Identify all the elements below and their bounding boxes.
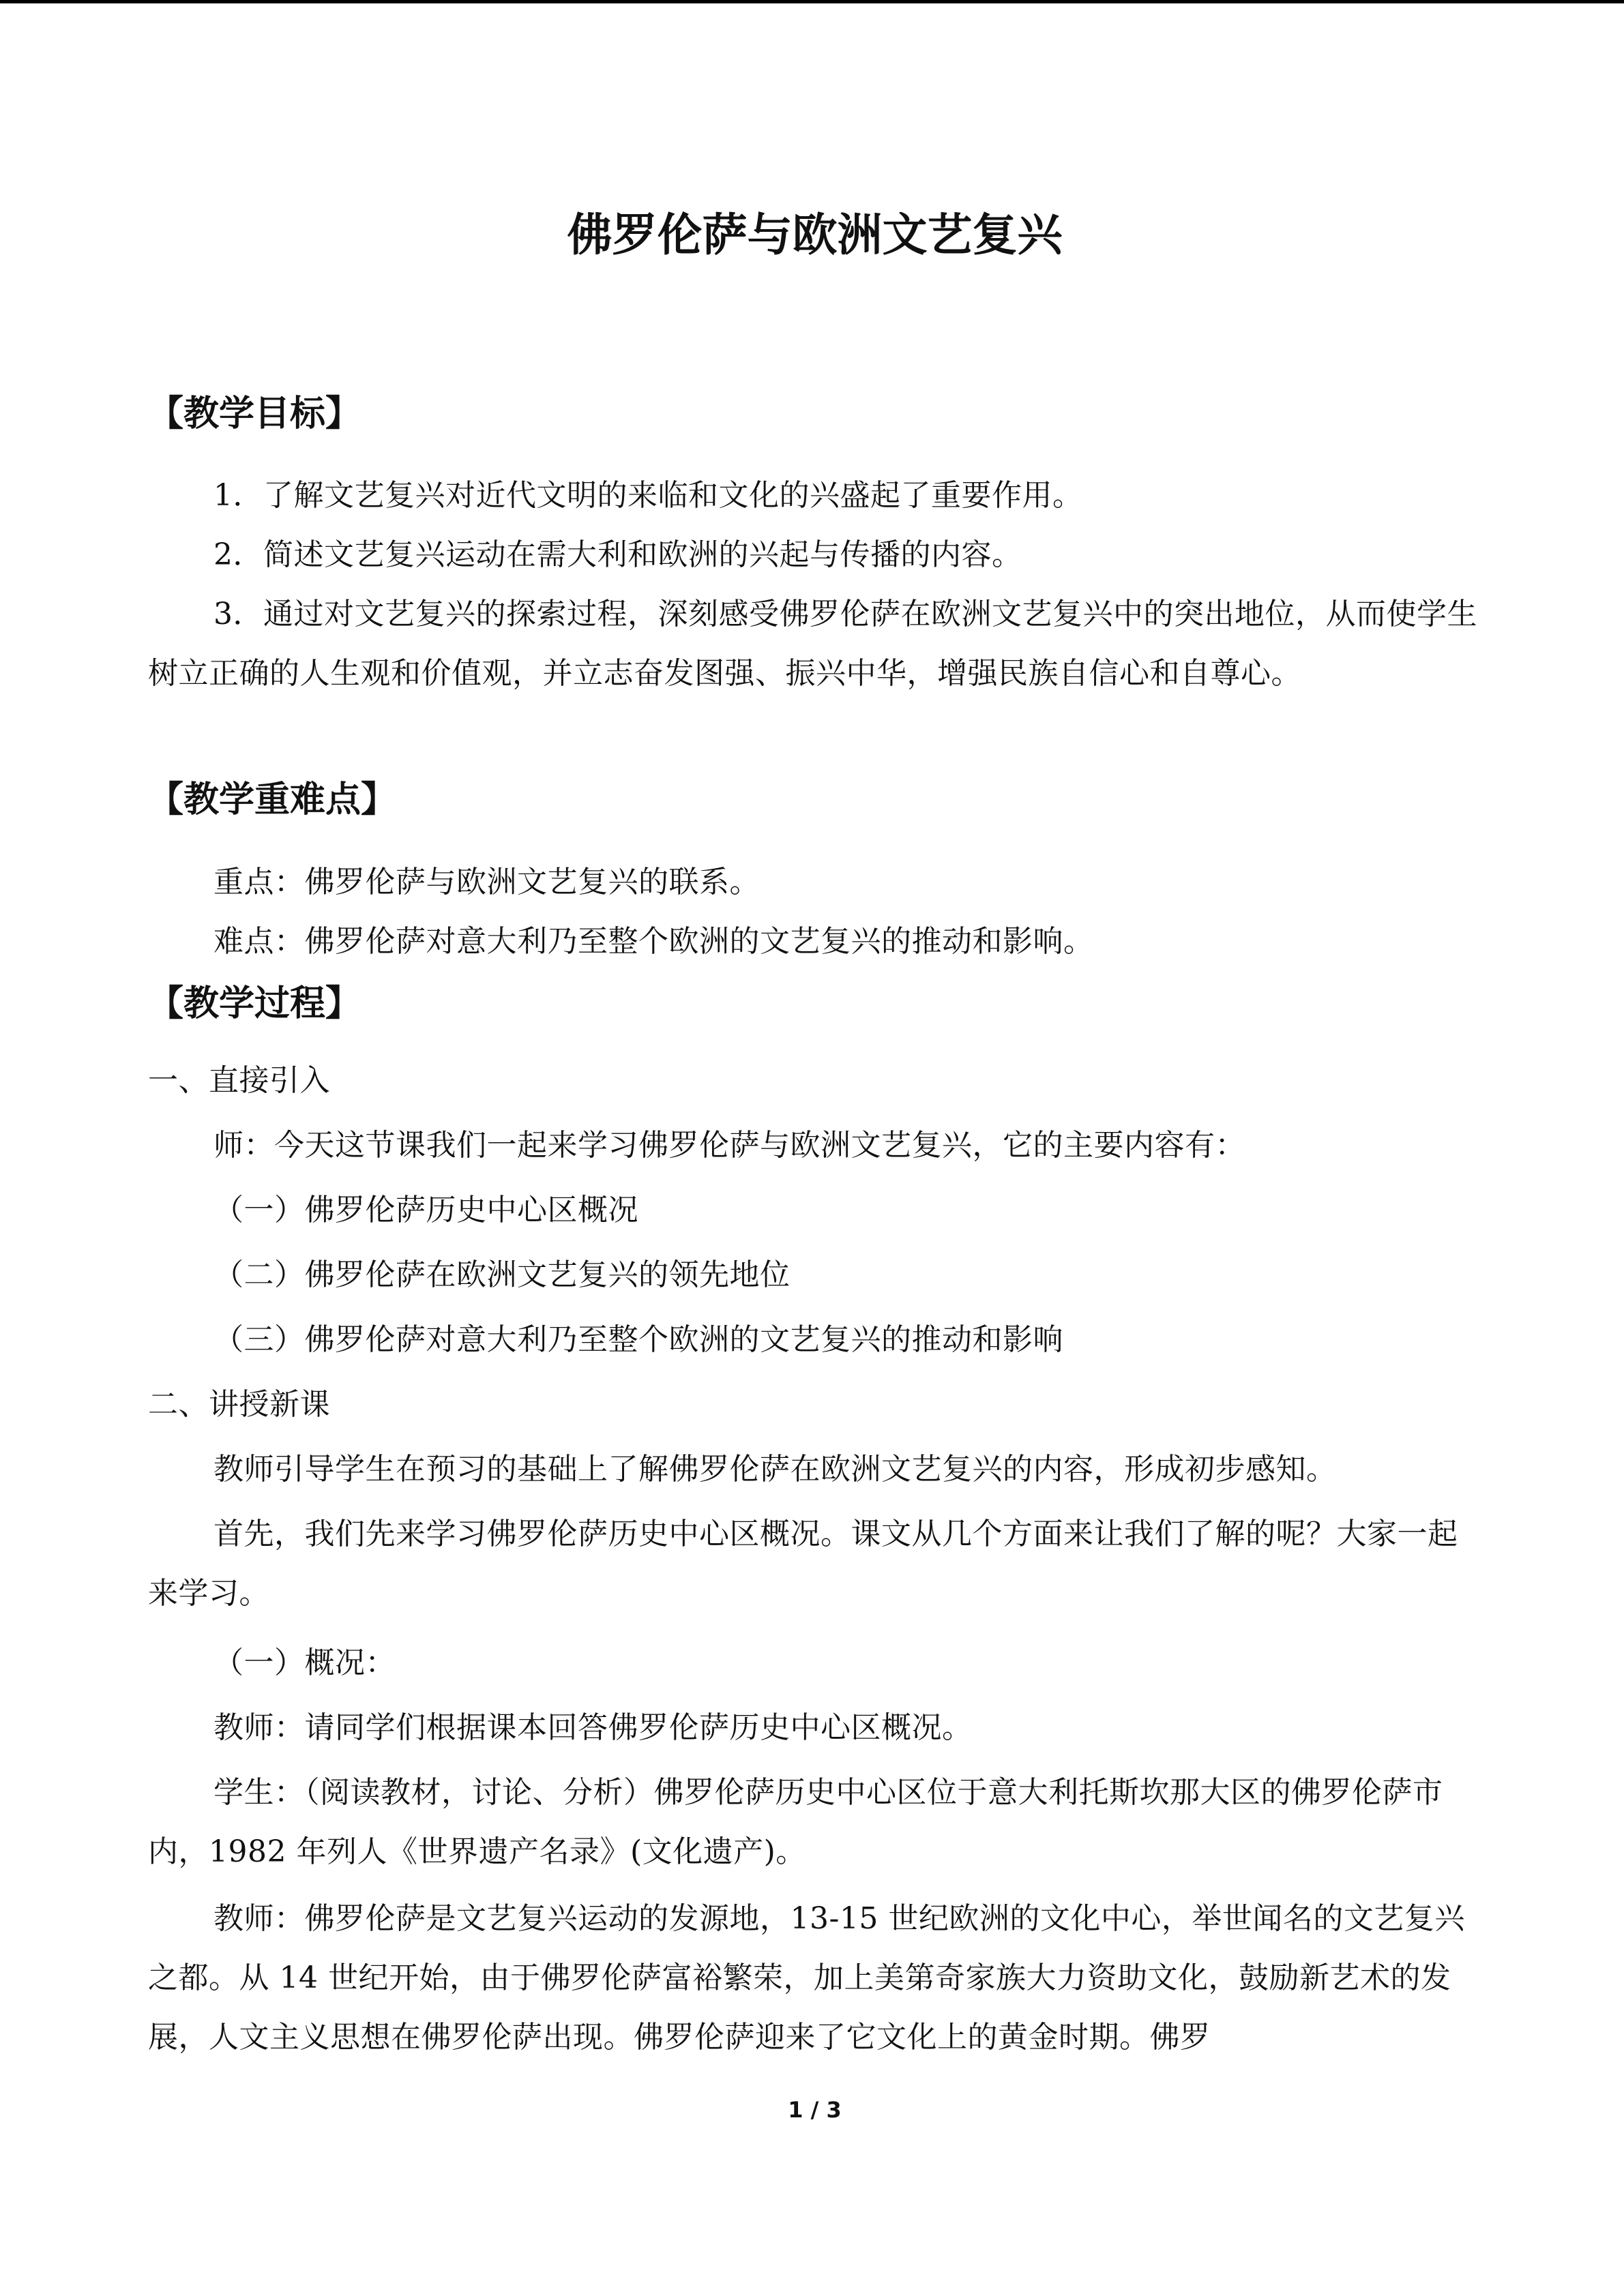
objective-item-2: 2．简述文艺复兴运动在需大利和欧洲的兴起与传播的内容。 <box>213 537 1022 572</box>
process-part2-item: 教师：佛罗伦萨是文艺复兴运动的发源地，13-15 世纪欧洲的文化中心，举世闻名的文艺复兴之都。从 14 世纪开始，由于佛罗伦萨富裕繁荣，加上美第奇家族大力资助文化，鼓励新艺术的发展，人文主义思想在佛罗伦萨出现。佛罗伦萨迎来了它文化上的黄金时期。佛罗 <box>148 1901 1465 2055</box>
document-page <box>148 0 1481 2296</box>
key-point-focus: 重点：佛罗伦萨与欧洲文艺复兴的联系。 <box>213 865 760 899</box>
key-point-difficulty: 难点：佛罗伦萨对意大利乃至整个欧洲的文艺复兴的推动和影响。 <box>213 924 1094 959</box>
page-number: 1 / 3 <box>788 2097 842 2123</box>
process-part1-item: （一）佛罗伦萨历史中心区概况 <box>213 1193 638 1227</box>
process-part1-item: （二）佛罗伦萨在欧洲文艺复兴的领先地位 <box>213 1257 791 1292</box>
objective-item-1: 1．了解文艺复兴对近代文明的来临和文化的兴盛起了重要作用。 <box>213 478 1083 513</box>
process-part1-item: （三）佛罗伦萨对意大利乃至整个欧洲的文艺复兴的推动和影响 <box>213 1322 1063 1357</box>
heading-process: 【教学过程】 <box>148 983 361 1024</box>
heading-objectives: 【教学目标】 <box>148 393 361 434</box>
process-part2-item: 教师：请同学们根据课本回答佛罗伦萨历史中心区概况。 <box>213 1710 973 1745</box>
heading-key-points: 【教学重难点】 <box>148 779 397 820</box>
process-part2-item: 学生：（阅读教材，讨论、分析）佛罗伦萨历史中心区位于意大利托斯坎那大区的佛罗伦萨市内，1982 年列人《世界遗产名录》(文化遗产)。 <box>148 1775 1443 1869</box>
process-part2-title: 二、讲授新课 <box>148 1387 330 1422</box>
document-title: 佛罗伦萨与欧洲文艺复兴 <box>567 209 1063 261</box>
process-part2-item: 教师引导学生在预习的基础上了解佛罗伦萨在欧洲文艺复兴的内容，形成初步感知。 <box>213 1452 1337 1487</box>
process-part1-title: 一、直接引入 <box>148 1063 330 1098</box>
process-part2-item: （一）概况： <box>213 1645 396 1680</box>
process-part1-item: 师：今天这节课我们一起来学习佛罗伦萨与欧洲文艺复兴，它的主要内容有： <box>213 1128 1245 1163</box>
process-part2-item: 首先，我们先来学习佛罗伦萨历史中心区概况。课文从几个方面来让我们了解的呢？大家一起来学习。 <box>148 1517 1458 1611</box>
objective-item-3: 3．通过对文艺复兴的探索过程，深刻感受佛罗伦萨在欧洲文艺复兴中的突出地位，从而使学生树立正确的人生观和价值观，并立志奋发图强、振兴中华，增强民族自信心和自尊心。 <box>148 597 1477 691</box>
